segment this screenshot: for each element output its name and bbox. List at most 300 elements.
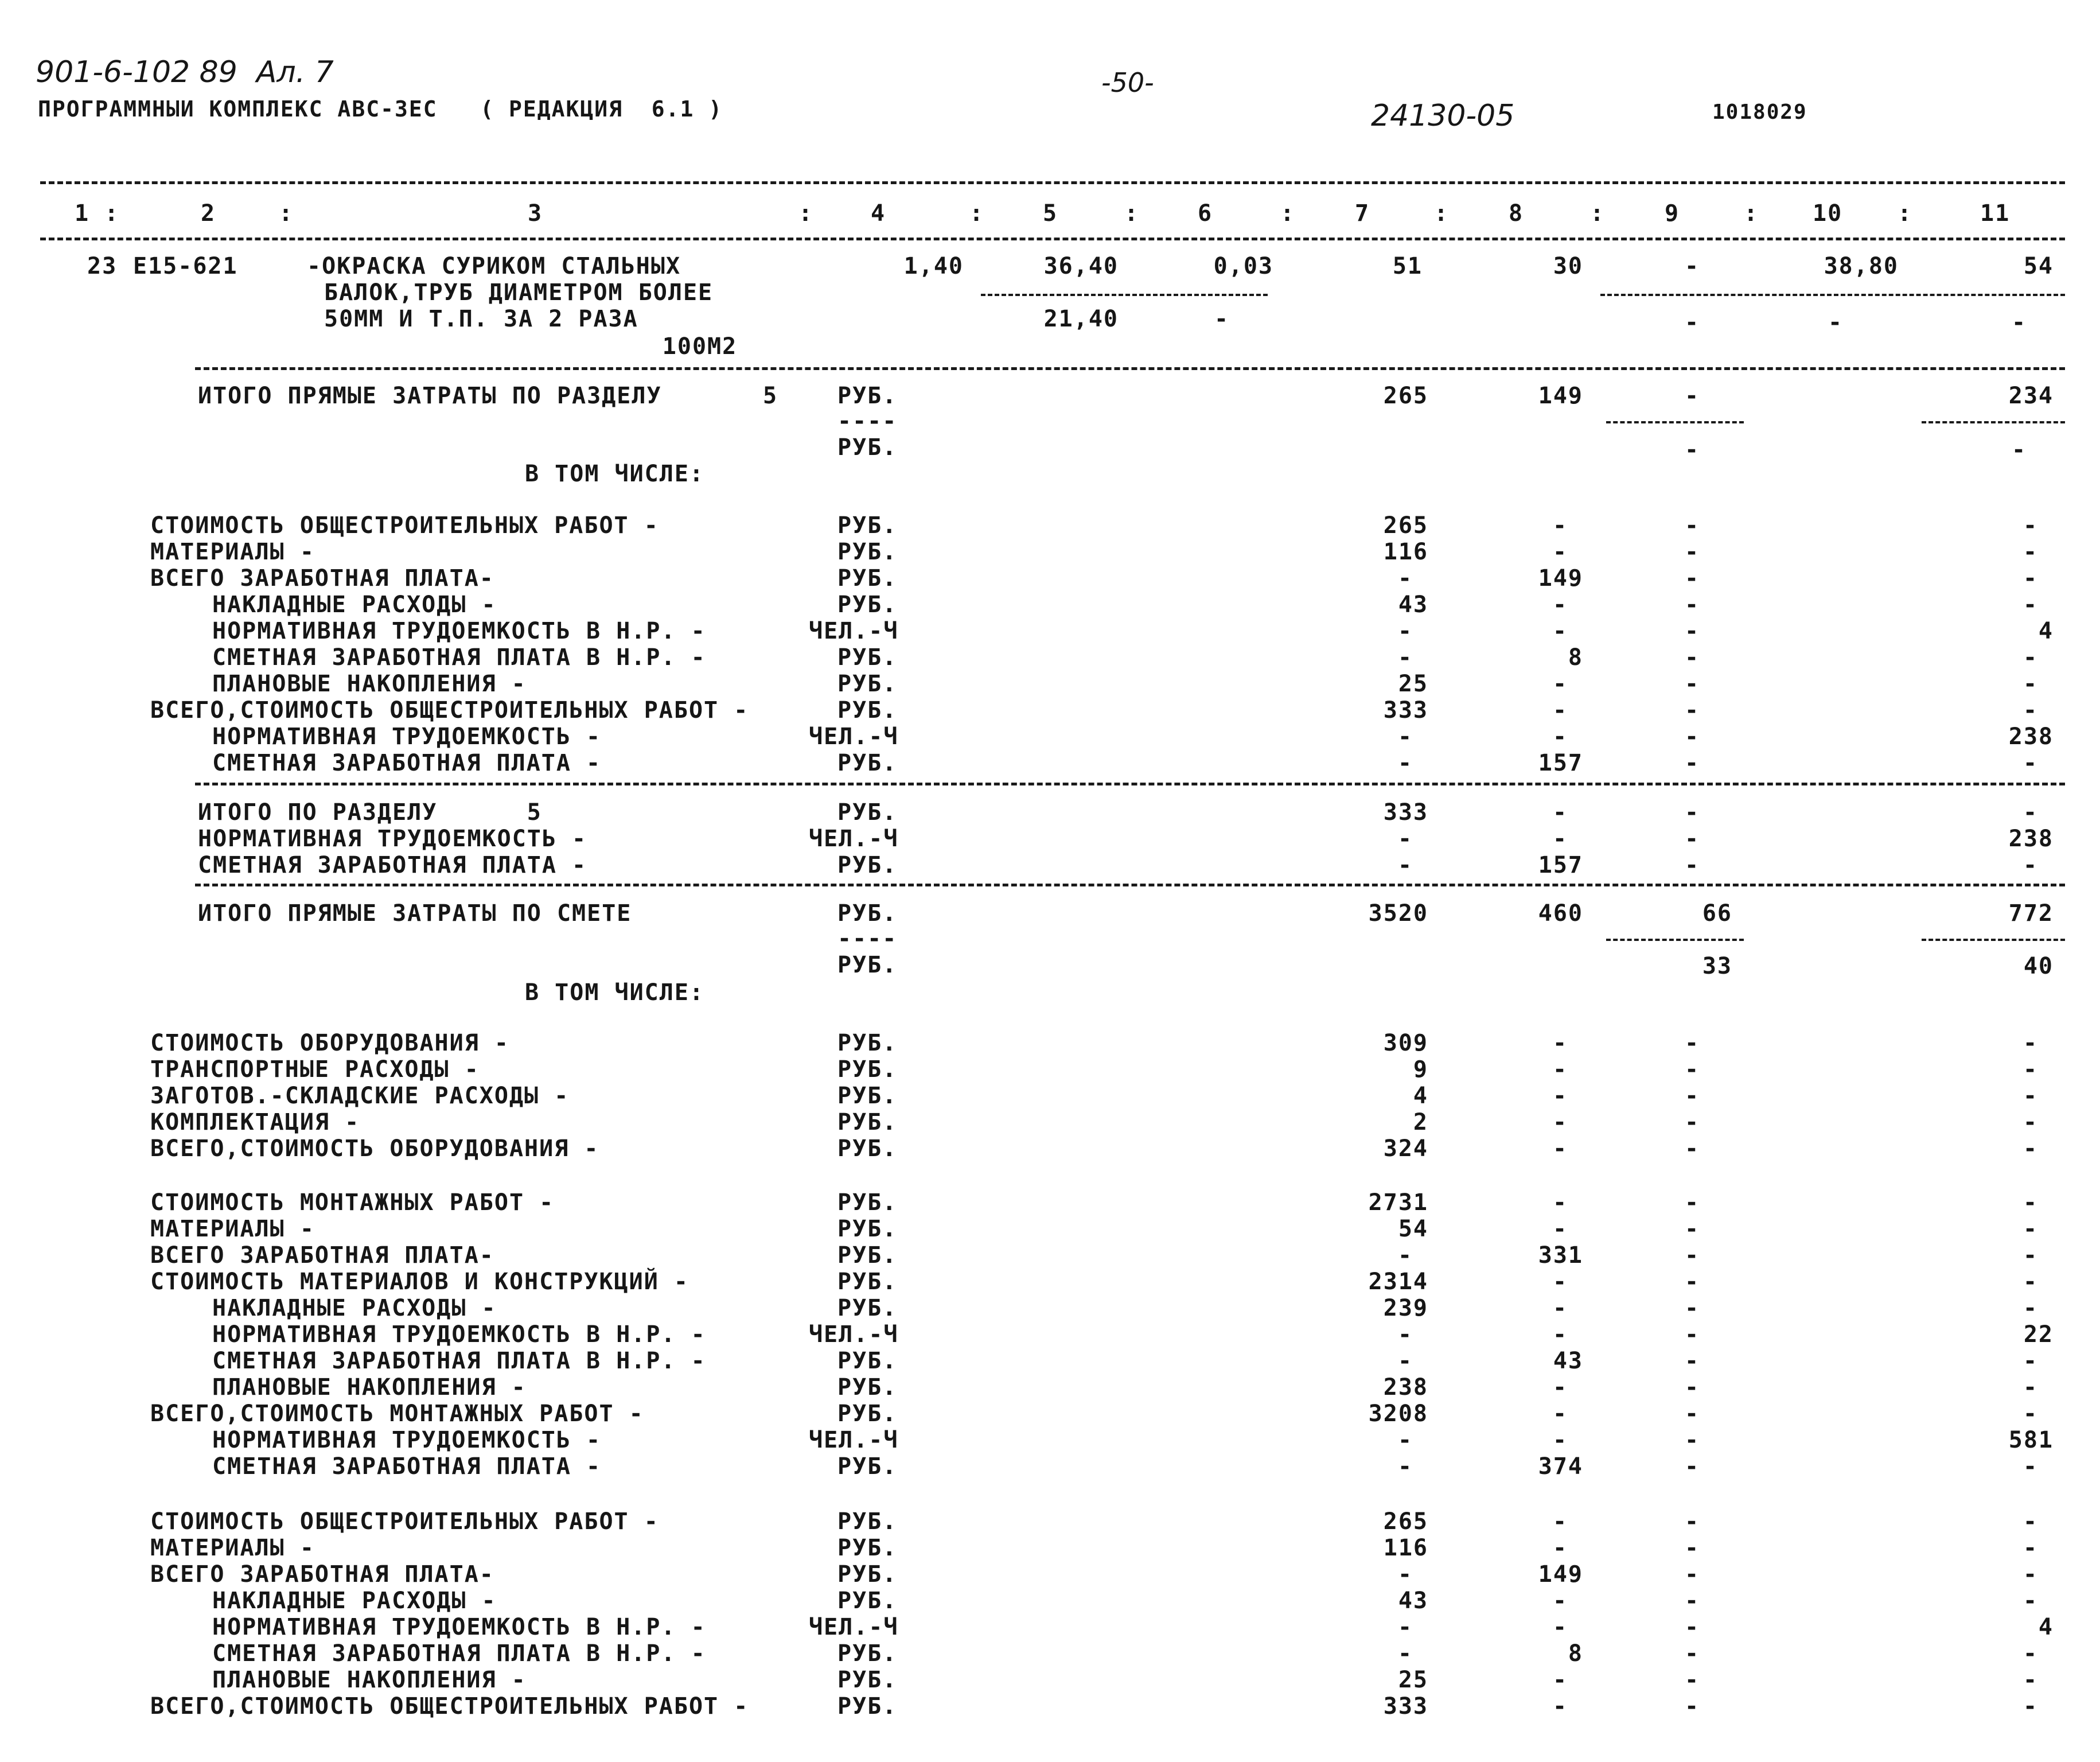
row-c7-value: 238 [1383,1374,1428,1401]
row-c8-value: - [1552,512,1568,539]
estimate-direct-label: ИТОГО ПРЯМЫЕ ЗАТРАТЫ ПО СМЕТЕ [198,900,632,927]
col-2: 2 [201,200,216,227]
row-c9-value: - [1684,1189,1700,1216]
doc-code-handwritten: 901-6-102 89 Ал. 7 [36,55,334,90]
row-c9-value: - [1684,1693,1700,1720]
row-c9-value: - [1684,1535,1700,1561]
row-c11-value: 4 [2038,1614,2054,1640]
row-unit: РУБ. [837,852,898,878]
row-c11-value: - [2023,1667,2039,1693]
col-7: 7 [1355,200,1370,227]
row-c9-value: - [1684,1216,1700,1242]
col-sep: : [969,200,985,227]
section-direct-subrule [1606,421,1744,423]
row-c9-value: - [1684,1083,1700,1109]
col-sep: : [1124,200,1140,227]
row-c7-value: 333 [1383,1693,1428,1720]
row-c9-value: - [1684,852,1700,878]
row-unit: РУБ. [837,1109,898,1135]
row-label: СМЕТНАЯ ЗАРАБОТНАЯ ПЛАТА - [198,852,587,878]
row-unit: РУБ. [837,592,898,618]
row-c7-value: - [1397,1242,1413,1269]
row-c9-value: - [1684,1109,1700,1135]
col-11: 11 [1980,200,2011,227]
row-c7-value: 265 [1383,512,1428,539]
row-c11-value: - [2023,750,2039,776]
row-label: СТОИМОСТЬ ОБОРУДОВАНИЯ - [150,1030,509,1056]
row-c11-value: - [2023,852,2039,878]
row-c7-value: 324 [1383,1135,1428,1162]
row-label: ВСЕГО,СТОИМОСТЬ МОНТАЖНЫХ РАБОТ - [150,1401,644,1427]
row-c11-value: - [2023,1135,2039,1162]
row-c7-value: 54 [1398,1216,1428,1242]
row-c11-value: 581 [2008,1427,2054,1453]
row-c9-value: - [1684,512,1700,539]
row-c11-value: 22 [2023,1321,2054,1348]
row-c7-value: - [1397,826,1413,852]
serial-number: 1018029 [1712,100,1807,124]
estimate-direct-subrule [1922,939,2065,941]
col-sep: : [1434,200,1450,227]
row-label: НАКЛАДНЫЕ РАСХОДЫ - [212,1295,497,1321]
row-c7-value: - [1397,852,1413,878]
estimate-direct-col8: 460 [1538,900,1583,927]
row-c8-value: - [1552,618,1568,644]
row-c9-value: - [1684,1030,1700,1056]
header-top-rule [40,181,2065,184]
entry-subrule [1600,294,2065,296]
row-label: ВСЕГО ЗАРАБОТНАЯ ПЛАТА- [150,1561,494,1588]
row-unit: РУБ. [837,1640,898,1667]
row-unit: ЧЕЛ.-Ч [809,1427,899,1453]
row-c9-value: - [1684,1614,1700,1640]
row-c9-value: - [1684,1056,1700,1083]
including-heading: В ТОМ ЧИСЛЕ: [525,461,704,487]
row-c11-value: - [2023,1056,2039,1083]
row-c8-value: - [1552,799,1568,826]
row-c11-value: - [2023,1269,2039,1295]
section-direct-number: 5 [763,383,778,409]
row-label: НОРМАТИВНАЯ ТРУДОЕМКОСТЬ В Н.Р. - [212,1614,706,1640]
row-c9-value: - [1684,1295,1700,1321]
row-c7-value: 25 [1398,671,1428,697]
row-label: ТРАНСПОРТНЫЕ РАСХОДЫ - [150,1056,480,1083]
row-c11-value: - [2023,1588,2039,1614]
estimate-direct-subrule [1606,939,1744,941]
estimate-direct-unit: РУБ. [837,900,898,927]
row-c7-value: - [1397,1640,1413,1667]
row-unit: РУБ. [837,1693,898,1720]
row-c7-value: 116 [1383,539,1428,565]
row-c8-value: - [1552,1295,1568,1321]
row-unit: РУБ. [837,1348,898,1374]
row-label: МАТЕРИАЛЫ - [150,1535,315,1561]
estimate-direct-col9: 66 [1702,900,1732,927]
row-c11-value: - [2023,539,2039,565]
row-label: СМЕТНАЯ ЗАРАБОТНАЯ ПЛАТА - [212,750,602,776]
row-unit: РУБ. [837,565,898,592]
row-unit: РУБ. [837,644,898,671]
col-5: 5 [1043,200,1058,227]
row-c11-value: - [2023,1640,2039,1667]
row-c8-value: - [1552,1321,1568,1348]
row-c11-value: - [2023,512,2039,539]
row-c8-value: 157 [1538,750,1583,776]
row-c8-value: - [1552,1535,1568,1561]
row-c11-value: - [2023,1109,2039,1135]
estimate-direct-col7: 3520 [1368,900,1428,927]
row-label: ВСЕГО,СТОИМОСТЬ ОБОРУДОВАНИЯ - [150,1135,599,1162]
row-unit: РУБ. [837,1056,898,1083]
page-number: -50- [1101,67,1154,98]
row-c11-value: 4 [2038,618,2054,644]
section-direct-unit-dash: ---- [837,408,898,434]
row-c7-value: 25 [1398,1667,1428,1693]
section-direct-unit: РУБ. [837,383,898,409]
row-c7-value: 2314 [1368,1269,1428,1295]
row-label: ВСЕГО ЗАРАБОТНАЯ ПЛАТА- [150,1242,494,1269]
section-direct-subrule [1922,421,2065,423]
row-c9-value: - [1684,671,1700,697]
row-unit: РУБ. [837,1667,898,1693]
section-direct-col7: 265 [1383,383,1428,409]
entry-unit: 100М2 [662,333,738,360]
row-unit: ЧЕЛ.-Ч [809,618,899,644]
entry-code: Е15-621 [133,253,238,279]
row-label: ВСЕГО ЗАРАБОТНАЯ ПЛАТА- [150,565,494,592]
row-c7-value: 239 [1383,1295,1428,1321]
row-c8-value: 157 [1538,852,1583,878]
row-label: НОРМАТИВНАЯ ТРУДОЕМКОСТЬ - [198,826,587,852]
row-unit: РУБ. [837,1135,898,1162]
header-bottom-rule [40,238,2065,240]
row-unit: РУБ. [837,1561,898,1588]
row-c8-value: 8 [1568,1640,1583,1667]
row-c8-value: - [1552,1216,1568,1242]
row-c8-value: - [1552,1135,1568,1162]
col-3: 3 [528,200,543,227]
row-c11-value: - [2023,1561,2039,1588]
row-unit: РУБ. [837,1453,898,1480]
row-unit: ЧЕЛ.-Ч [809,724,899,750]
entry-description: БАЛОК,ТРУБ ДИАМЕТРОМ БОЛЕЕ [324,279,714,306]
section-direct-col11: 234 [2008,383,2054,409]
col-sep: : [1590,200,1606,227]
row-label: ВСЕГО,СТОИМОСТЬ ОБЩЕСТРОИТЕЛЬНЫХ РАБОТ - [150,1693,749,1720]
row-unit: ЧЕЛ.-Ч [809,1614,899,1640]
row-c9-value: - [1684,1640,1700,1667]
row-unit: РУБ. [837,799,898,826]
entry-col7: 51 [1392,253,1423,279]
col-8: 8 [1509,200,1524,227]
row-c8-value: - [1552,1693,1568,1720]
row-unit: РУБ. [837,1216,898,1242]
row-c11-value: - [2023,1693,2039,1720]
row-c11-value: - [2023,644,2039,671]
row-unit: РУБ. [837,1374,898,1401]
section-direct-col11-alt: - [2011,437,2027,463]
row-c8-value: - [1552,1109,1568,1135]
row-c9-value: - [1684,1667,1700,1693]
row-label: ЗАГОТОВ.-СКЛАДСКИЕ РАСХОДЫ - [150,1083,570,1109]
row-c7-value: 333 [1383,799,1428,826]
estimate-direct-col9-alt: 33 [1702,953,1732,979]
entry-col8: 30 [1553,253,1583,279]
entry-col5-alt: 21,40 [1043,306,1119,332]
row-c9-value: - [1684,1135,1700,1162]
row-c11-value: - [2023,799,2039,826]
row-unit: РУБ. [837,1588,898,1614]
row-unit: РУБ. [837,1401,898,1427]
estimate-direct-unit-dash: ---- [837,925,898,952]
row-c11-value: - [2023,1453,2039,1480]
row-c9-value: - [1684,592,1700,618]
row-c11-value: - [2023,671,2039,697]
entry-col10-alt: - [1828,309,1844,336]
row-c8-value: - [1552,1056,1568,1083]
row-c7-value: 43 [1398,592,1428,618]
row-c9-value: - [1684,539,1700,565]
section-direct-col9: - [1684,383,1700,409]
col-sep: : [279,200,294,227]
row-c7-value: - [1397,618,1413,644]
row-c8-value: - [1552,724,1568,750]
col-sep: : [1744,200,1759,227]
row-unit: ЧЕЛ.-Ч [809,1321,899,1348]
row-c8-value: - [1552,671,1568,697]
program-title: ПРОГРАММНЫИ КОМПЛЕКС АВС-3ЕС ( РЕДАКЦИЯ 6.1 ) [38,96,723,122]
row-label: СТОИМОСТЬ ОБЩЕСТРОИТЕЛЬНЫХ РАБОТ - [150,1508,659,1535]
row-c8-value: 149 [1538,565,1583,592]
row-c7-value: 9 [1413,1056,1428,1083]
row-c8-value: 331 [1538,1242,1583,1269]
row-c7-value: 4 [1413,1083,1428,1109]
row-unit: РУБ. [837,1189,898,1216]
row-unit: РУБ. [837,1083,898,1109]
row-c9-value: - [1684,697,1700,724]
col-sep: : [1280,200,1296,227]
row-c11-value: - [2023,592,2039,618]
row-label: СМЕТНАЯ ЗАРАБОТНАЯ ПЛАТА В Н.Р. - [212,1348,706,1374]
row-c9-value: - [1684,1242,1700,1269]
row-label: ПЛАНОВЫЕ НАКОПЛЕНИЯ - [212,671,527,697]
row-c8-value: 8 [1568,644,1583,671]
row-c9-value: - [1684,1401,1700,1427]
row-c8-value: 374 [1538,1453,1583,1480]
row-c8-value: - [1552,1588,1568,1614]
col-4: 4 [871,200,886,227]
row-c7-value: - [1397,1561,1413,1588]
row-c8-value: - [1552,1667,1568,1693]
row-c9-value: - [1684,826,1700,852]
row-c9-value: - [1684,1588,1700,1614]
row-c9-value: - [1684,1453,1700,1480]
row-unit: ЧЕЛ.-Ч [809,826,899,852]
row-label: ПЛАНОВЫЕ НАКОПЛЕНИЯ - [212,1667,527,1693]
estimate-direct-col11: 772 [2008,900,2054,927]
row-c11-value: - [2023,1348,2039,1374]
row-label: НАКЛАДНЫЕ РАСХОДЫ - [212,592,497,618]
row-label: СТОИМОСТЬ ОБЩЕСТРОИТЕЛЬНЫХ РАБОТ - [150,512,659,539]
entry-col11-alt: - [2011,309,2027,336]
row-c9-value: - [1684,644,1700,671]
row-unit: РУБ. [837,1269,898,1295]
row-c7-value: 116 [1383,1535,1428,1561]
entry-description: 50ММ И Т.П. ЗА 2 РАЗА [324,306,638,332]
row-c7-value: - [1397,750,1413,776]
row-c11-value: - [2023,1508,2039,1535]
row-c8-value: - [1552,1269,1568,1295]
row-label: МАТЕРИАЛЫ - [150,539,315,565]
entry-col6: 0,03 [1213,253,1273,279]
row-c7-value: - [1397,1427,1413,1453]
row-c11-value: 238 [2008,724,2054,750]
row-c7-value: 3208 [1368,1401,1428,1427]
row-c7-value: 265 [1383,1508,1428,1535]
row-label: СТОИМОСТЬ МОНТАЖНЫХ РАБОТ - [150,1189,555,1216]
row-c8-value: - [1552,1614,1568,1640]
row-unit: РУБ. [837,1535,898,1561]
col-sep: : [798,200,814,227]
row-c8-value: - [1552,1427,1568,1453]
col-10: 10 [1813,200,1843,227]
row-c11-value: - [2023,1189,2039,1216]
row-c9-value: - [1684,1348,1700,1374]
row-c11-value: - [2023,565,2039,592]
section-direct-col9-alt: - [1684,437,1700,463]
row-c11-value: - [2023,1242,2039,1269]
row-c8-value: - [1552,592,1568,618]
row-c8-value: - [1552,539,1568,565]
row-label: МАТЕРИАЛЫ - [150,1216,315,1242]
row-label: НОРМАТИВНАЯ ТРУДОЕМКОСТЬ - [212,724,602,750]
row-c7-value: 333 [1383,697,1428,724]
row-c7-value: - [1397,1348,1413,1374]
row-label: НОРМАТИВНАЯ ТРУДОЕМКОСТЬ - [212,1427,602,1453]
row-c11-value: 238 [2008,826,2054,852]
row-unit: РУБ. [837,1030,898,1056]
row-label: ВСЕГО,СТОИМОСТЬ ОБЩЕСТРОИТЕЛЬНЫХ РАБОТ - [150,697,749,724]
entry-col11: 54 [2023,253,2054,279]
row-c8-value: - [1552,1189,1568,1216]
row-c8-value: - [1552,1030,1568,1056]
row-c9-value: - [1684,1427,1700,1453]
row-c7-value: - [1397,1614,1413,1640]
row-c7-value: - [1397,1321,1413,1348]
row-label: СМЕТНАЯ ЗАРАБОТНАЯ ПЛАТА - [212,1453,602,1480]
entry-col4: 1,40 [903,253,964,279]
estimate-direct-unit2: РУБ. [837,952,898,978]
row-c7-value: 2731 [1368,1189,1428,1216]
entry-number: 23 [87,253,118,279]
row-c8-value: 149 [1538,1561,1583,1588]
row-c9-value: - [1684,1269,1700,1295]
row-unit: РУБ. [837,1242,898,1269]
row-c7-value: - [1397,724,1413,750]
including-heading: В ТОМ ЧИСЛЕ: [525,979,704,1006]
row-c7-value: - [1397,1453,1413,1480]
estimate-code: 24130-05 [1371,99,1515,133]
row-c11-value: - [2023,1374,2039,1401]
entry-col6-alt: - [1214,306,1230,332]
row-c11-value: - [2023,1216,2039,1242]
row-label: ИТОГО ПО РАЗДЕЛУ 5 [198,799,542,826]
row-c11-value: - [2023,1030,2039,1056]
section-direct-unit2: РУБ. [837,434,898,461]
col-1: 1 : [75,200,120,227]
row-c7-value: - [1397,565,1413,592]
row-c9-value: - [1684,750,1700,776]
row-label: НОРМАТИВНАЯ ТРУДОЕМКОСТЬ В Н.Р. - [212,618,706,644]
entry-col9-alt: - [1684,309,1700,336]
row-c9-value: - [1684,618,1700,644]
row-label: ПЛАНОВЫЕ НАКОПЛЕНИЯ - [212,1374,527,1401]
row-c8-value: - [1552,1508,1568,1535]
row-label: СМЕТНАЯ ЗАРАБОТНАЯ ПЛАТА В Н.Р. - [212,1640,706,1667]
section-direct-label: ИТОГО ПРЯМЫЕ ЗАТРАТЫ ПО РАЗДЕЛУ [198,383,662,409]
row-c8-value: 43 [1553,1348,1583,1374]
row-c8-value: - [1552,1374,1568,1401]
row-c7-value: 309 [1383,1030,1428,1056]
row-unit: РУБ. [837,750,898,776]
row-c7-value: 43 [1398,1588,1428,1614]
row-label: КОМПЛЕКТАЦИЯ - [150,1109,360,1135]
row-unit: РУБ. [837,512,898,539]
row-unit: РУБ. [837,1508,898,1535]
row-c9-value: - [1684,799,1700,826]
section-rule [195,783,2065,785]
row-c8-value: - [1552,1083,1568,1109]
row-label: СТОИМОСТЬ МАТЕРИАЛОВ И КОНСТРУКЦИЙ - [150,1269,689,1295]
row-c11-value: - [2023,1535,2039,1561]
entry-subrule [981,294,1268,296]
entry-description: -ОКРАСКА СУРИКОМ СТАЛЬНЫХ [307,253,681,279]
row-c9-value: - [1684,1374,1700,1401]
col-9: 9 [1665,200,1680,227]
row-c7-value: - [1397,644,1413,671]
section-rule [195,884,2065,886]
row-c9-value: - [1684,724,1700,750]
row-c8-value: - [1552,697,1568,724]
row-unit: РУБ. [837,1295,898,1321]
row-label: НАКЛАДНЫЕ РАСХОДЫ - [212,1588,497,1614]
col-sep: : [1898,200,1913,227]
row-c11-value: - [2023,1401,2039,1427]
row-c11-value: - [2023,1083,2039,1109]
entry-col5: 36,40 [1043,253,1119,279]
row-c9-value: - [1684,1508,1700,1535]
section-rule [195,367,2065,370]
row-unit: РУБ. [837,671,898,697]
estimate-direct-col11-alt: 40 [2023,953,2054,979]
row-c11-value: - [2023,697,2039,724]
row-c11-value: - [2023,1295,2039,1321]
entry-col9: - [1684,253,1700,279]
row-label: СМЕТНАЯ ЗАРАБОТНАЯ ПЛАТА В Н.Р. - [212,644,706,671]
row-c9-value: - [1684,1561,1700,1588]
row-c7-value: 2 [1413,1109,1428,1135]
section-direct-col8: 149 [1538,383,1583,409]
col-6: 6 [1198,200,1213,227]
row-c8-value: - [1552,1401,1568,1427]
row-unit: РУБ. [837,697,898,724]
row-c9-value: - [1684,565,1700,592]
row-unit: РУБ. [837,539,898,565]
row-label: НОРМАТИВНАЯ ТРУДОЕМКОСТЬ В Н.Р. - [212,1321,706,1348]
row-c8-value: - [1552,826,1568,852]
row-c9-value: - [1684,1321,1700,1348]
entry-col10: 38,80 [1824,253,1899,279]
